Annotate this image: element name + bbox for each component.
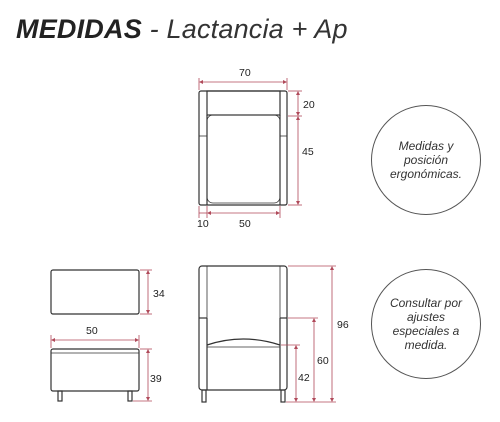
note-ergonomic-text: Medidas y posición ergonómicas. [389,139,463,181]
ottoman-leg-left [58,391,62,401]
chair-top-view [199,91,287,205]
chair-leg-left [202,390,206,402]
ottoman-top-view [51,270,139,314]
title-separator: - [141,14,167,44]
chair-front-seat-curve [207,339,280,345]
label-chair-top-arm-width: 10 [197,218,209,230]
label-chair-top-width: 70 [239,67,251,79]
chair-front-outline [199,266,287,390]
note-custom [371,269,481,379]
label-chair-front-seat-height: 42 [298,372,310,384]
chair-top-backrest [207,91,280,115]
chair-leg-right [281,390,285,402]
ottoman-top-outline [51,270,139,314]
label-chair-top-seat-width: 50 [239,218,251,230]
note-custom-text: Consultar por ajustes especiales a medida. [389,296,463,352]
label-chair-top-backrest: 20 [303,99,315,111]
ottoman-leg-right [128,391,132,401]
label-chair-front-height: 96 [337,319,349,331]
title-subtitle: Lactancia + Ap [166,14,348,44]
note-ergonomic [371,105,481,215]
label-chair-top-seat-depth: 45 [302,146,314,158]
ottoman-front-body [51,349,139,391]
ottoman-top-dimensions [140,270,152,314]
ottoman-front-view [51,349,139,401]
label-chair-front-arm-height: 60 [317,355,329,367]
chair-top-seat-cushion [207,115,280,203]
label-ottoman-front-height: 39 [150,373,162,385]
title-main: MEDIDAS [16,14,142,44]
chair-front-view [199,266,287,402]
label-ottoman-front-width: 50 [86,325,98,337]
label-ottoman-top-depth: 34 [153,288,165,300]
chair-top-outline [199,91,287,205]
